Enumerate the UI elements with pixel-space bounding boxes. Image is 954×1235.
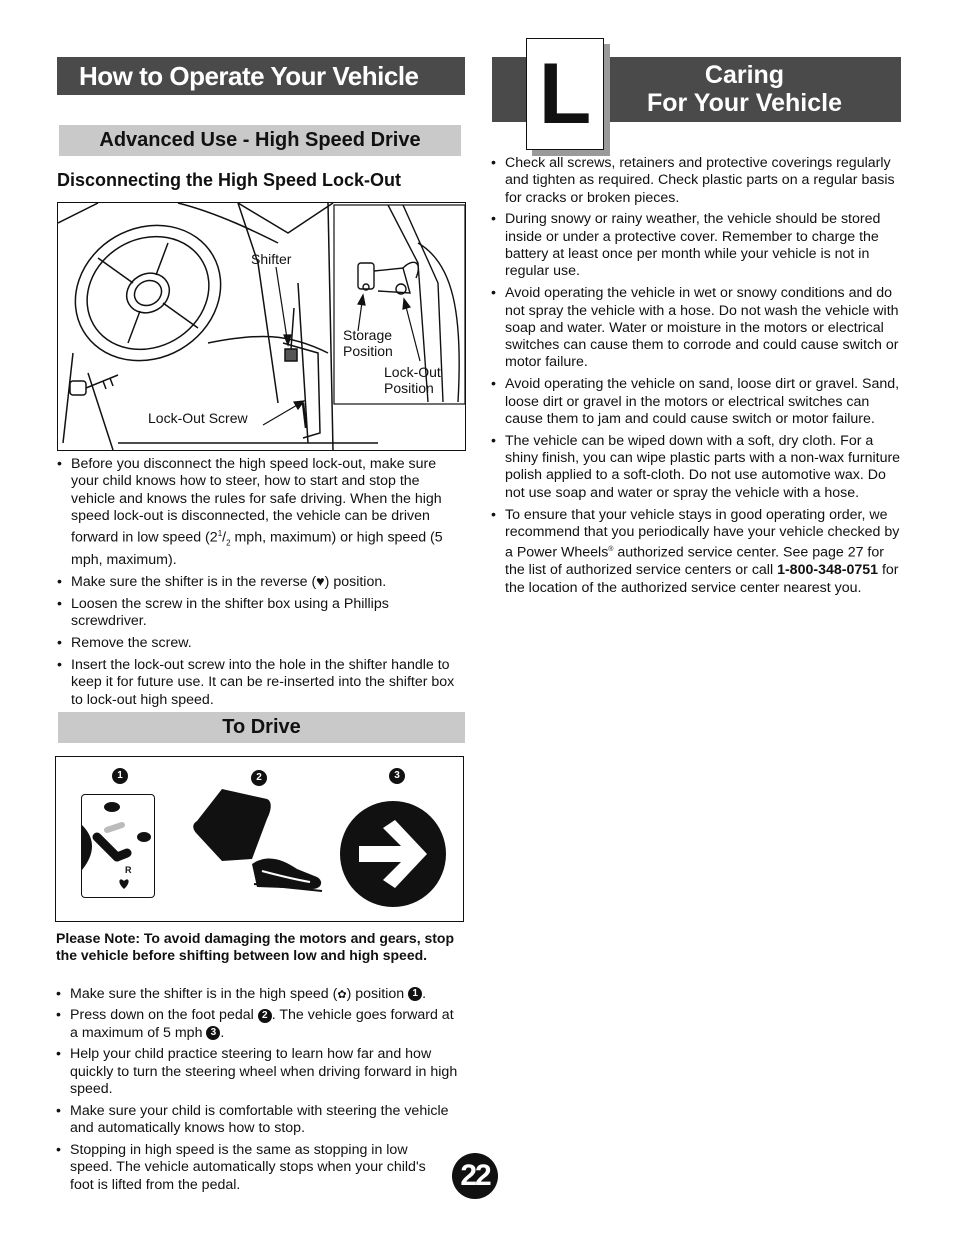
fraction-denominator: 2 xyxy=(226,538,231,548)
step-2-inline-badge: 2 xyxy=(258,1009,272,1023)
list-item xyxy=(57,574,459,591)
shifter-panel xyxy=(81,794,155,898)
storage-label-line2: Position xyxy=(343,343,393,359)
left-header xyxy=(57,57,465,95)
lockout-pos-line2: Position xyxy=(384,380,434,396)
list-item: • Avoid operating the vehicle on sand, loose dirt or gravel. Sand, loose dirt or gravel in the motors or electrical switches can cause them to jam and could cause switch or motor failure. xyxy=(491,376,901,428)
step-1-inline-badge: 1 xyxy=(408,987,422,1001)
fraction-numerator: 1 xyxy=(217,529,223,539)
shifter-high-speed-illustration xyxy=(82,795,154,897)
list-item: • Check all screws, retainers and protective coverings regularly and tighten as required. Check plastic parts on a regular basis for cracks or broken pieces. xyxy=(491,155,901,207)
subsection-title: Disconnecting the High Speed Lock-Out xyxy=(57,170,402,190)
safety-note: Please Note: To avoid damaging the motors and gears, stop the vehicle before shifting between low and high speed. xyxy=(56,930,455,964)
right-header-title xyxy=(612,61,877,117)
list-item: • Avoid operating the vehicle in wet or snowy conditions and do not spray the vehicle with a hose. Do not wash the vehicle with soap and water. Water or moisture in the motors or electrical switches can cause them to corrode and could cause switch or motor failure. xyxy=(491,285,901,371)
list-item-text-mid: authorized service center. See page 27 for the list of authorized service centers or call xyxy=(505,544,884,579)
section-title-high-speed-text: Advanced Use - High Speed Drive xyxy=(99,129,421,151)
care-instructions xyxy=(491,155,901,601)
list-item: • Help your child practice steering to learn how far and how quickly to turn the steering wheel when driving forward in high speed. xyxy=(56,1046,460,1098)
list-item: • Insert the lock-out screw into the hole in the shifter handle to keep it for future use. It can be re-inserted into the shifter box to lock-out high speed. xyxy=(57,657,459,709)
storage-position-label xyxy=(343,327,393,359)
list-item-text: Make sure the shifter is in the high speed ( xyxy=(70,986,338,1002)
right-header-line1: Caring xyxy=(704,61,785,89)
list-item: • The vehicle can be wiped down with a soft, dry cloth. For a shiny finish, you can wipe plastic parts with a non-wax furniture polish applied to a soft-cloth. Do not use automotive wax. Do not use soap and water or spray the vehicle with a hose. xyxy=(491,433,901,502)
list-item-text-end: for the location of the authorized service center nearest you. xyxy=(505,562,899,596)
list-item-text-end: ) position xyxy=(346,986,405,1002)
shifter-label: Shifter xyxy=(251,251,292,267)
list-item: • Make sure the shifter is in the high speed (✿) position 1 . xyxy=(56,986,460,1004)
lockout-instructions xyxy=(57,456,459,713)
section-title-to-drive xyxy=(58,712,465,743)
drive-instructions xyxy=(56,986,460,1199)
list-item-text-end: ) position. xyxy=(324,573,387,590)
drive-figure xyxy=(55,756,464,922)
storage-label-line1: Storage xyxy=(343,327,393,343)
turtle-icon: ✿ xyxy=(337,989,347,1001)
list-item: • Loosen the screw in the shifter box using a Phillips screwdriver. xyxy=(57,596,459,631)
list-item-text-mid: . The vehicle goes forward at a maximum of 5 mph xyxy=(70,1007,454,1041)
list-item: • Stopping in high speed is the same as stopping in low speed. The vehicle automatically stops when your child's foot is lifted from the pedal. xyxy=(56,1142,440,1194)
page-number: 22 xyxy=(460,1159,490,1192)
right-header-line2: For Your Vehicle xyxy=(647,89,842,117)
list-item-text: To ensure that your vehicle stays in good operating order, we recommend that you periodically have your vehicle checked by a Power Wheels xyxy=(505,506,900,561)
section-title-high-speed xyxy=(59,125,461,156)
service-phone-number: 1-800-348-0751 xyxy=(777,562,879,579)
list-item-text-end: mph, maximum) or high speed (5 mph, maximum). xyxy=(71,529,443,569)
foot-pedal-illustration xyxy=(192,789,342,899)
step-2-badge: 2 xyxy=(251,770,267,786)
step-3-inline-badge: 3 xyxy=(206,1026,220,1040)
step-3-badge: 3 xyxy=(389,768,405,784)
chapter-letter: L xyxy=(538,46,592,142)
forward-arrow-icon xyxy=(339,800,447,908)
list-item-text: Press down on the foot pedal xyxy=(70,1007,254,1024)
lockout-illustration xyxy=(58,203,465,450)
reverse-label: R xyxy=(125,865,132,875)
left-header-text: How to Operate Your Vehicle xyxy=(79,61,419,91)
heart-icon: ♥ xyxy=(316,573,325,590)
list-item: • Make sure your child is comfortable with steering the vehicle and automatically knows how to stop. xyxy=(56,1103,460,1138)
list-item: • During snowy or rainy weather, the vehicle should be stored inside or under a protective cover. Remember to charge the battery at least once per month while your vehicle is not in regular use. xyxy=(491,211,901,280)
lockout-position-label xyxy=(384,364,441,396)
lockout-screw-label: Lock-Out Screw xyxy=(148,410,248,426)
list-item-text: Before you disconnect the high speed lock-out, make sure your child knows how to steer, how to start and stop the vehicle and knows the rules for safe driving. When the high speed lock-out is disconnected, the vehicle can be driven forward in low speed (2 xyxy=(71,456,442,546)
registered-mark: ® xyxy=(608,546,614,554)
list-item: • Press down on the foot pedal 2 . The vehicle goes forward at a maximum of 5 mph 3 . xyxy=(56,1007,460,1042)
chapter-tab xyxy=(526,38,604,150)
list-item-text: Make sure the shifter is in the reverse ( xyxy=(71,573,317,590)
section-title-to-drive-text: To Drive xyxy=(222,716,301,738)
lockout-pos-line1: Lock-Out xyxy=(384,364,441,380)
step-1-badge: 1 xyxy=(112,768,128,784)
list-item xyxy=(491,507,901,597)
list-item: • Remove the screw. xyxy=(57,635,459,652)
lockout-figure xyxy=(57,202,466,451)
page-number-badge xyxy=(452,1153,498,1199)
list-item: • Before you disconnect the high speed lock-out, make sure your child knows how to steer, how to start and stop the vehicle and knows the rules for safe driving. When the high speed lock-out is disconnected, the vehicle can be driven forward in low speed ($2^1/_2$ mph, maximum) or high speed (5 mph, maximum). xyxy=(57,456,459,569)
